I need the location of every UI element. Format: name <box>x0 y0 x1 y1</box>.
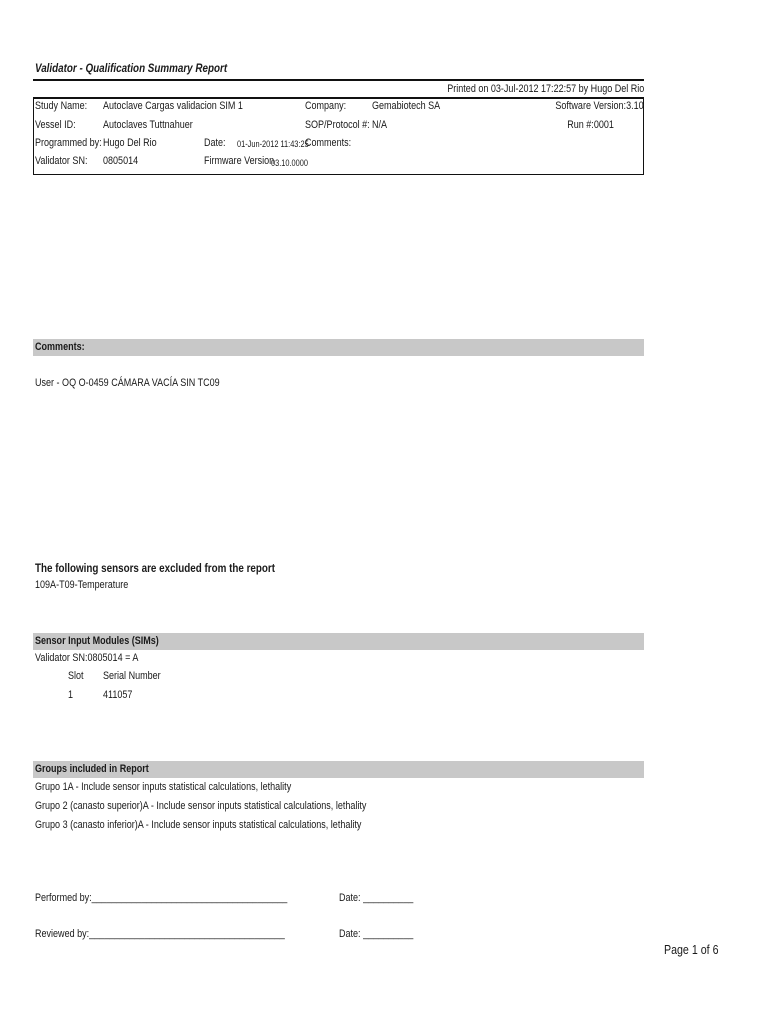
reviewed-date-line: Date: __________ <box>339 928 414 940</box>
validator-sn-label: Validator SN: <box>35 155 88 167</box>
sims-validator-line: Validator SN:0805014 = A <box>35 652 139 664</box>
company-value: Gemabiotech SA <box>372 100 441 112</box>
validator-sn-value: 0805014 <box>103 155 139 167</box>
page-number: Page 1 of 6 <box>663 942 718 957</box>
company-label: Company: <box>305 100 347 112</box>
group-item: Grupo 1A - Include sensor inputs statistical calculations, lethality <box>35 781 292 793</box>
sop-label: SOP/Protocol #: <box>305 119 370 131</box>
performed-date-line: Date: __________ <box>339 892 414 904</box>
firmware-label: Firmware Version <box>204 155 275 167</box>
run-number: Run #:0001 <box>567 119 614 131</box>
sop-value: N/A <box>372 119 388 131</box>
groups-heading: Groups included in Report <box>33 761 644 778</box>
date-value: 01-Jun-2012 11:43:25 <box>237 139 309 149</box>
vessel-id-value: Autoclaves Tuttnahuer <box>103 119 193 131</box>
software-version: Software Version:3.10 <box>555 100 644 112</box>
programmed-by-label: Programmed by: <box>35 137 102 149</box>
title-rule <box>33 79 644 81</box>
comments-label: Comments: <box>305 137 352 149</box>
sims-col-serial: Serial Number <box>103 670 161 682</box>
group-item: Grupo 3 (canasto inferior)A - Include sensor inputs statistical calculations, lethality <box>35 819 362 831</box>
sims-slot-value: 1 <box>68 689 74 701</box>
sims-heading: Sensor Input Modules (SIMs) <box>33 633 644 650</box>
programmed-by-value: Hugo Del Rio <box>103 137 157 149</box>
report-title: Validator - Qualification Summary Report <box>35 61 228 75</box>
study-name-label: Study Name: <box>35 100 88 112</box>
study-name-value: Autoclave Cargas validacion SIM 1 <box>103 100 243 112</box>
firmware-value: 03.10.0000 <box>271 158 308 168</box>
performed-by-line: Performed by:_______________________________________ <box>35 892 288 904</box>
date-label: Date: <box>204 137 226 149</box>
excluded-item: 109A-T09-Temperature <box>35 579 129 591</box>
excluded-heading: The following sensors are excluded from the report <box>35 561 276 575</box>
sims-col-slot: Slot <box>68 670 84 682</box>
printed-line: Printed on 03-Jul-2012 17:22:57 by Hugo Del Rio <box>446 83 644 95</box>
vessel-id-label: Vessel ID: <box>35 119 76 131</box>
reviewed-by-line: Reviewed by:_______________________________________ <box>35 928 285 940</box>
comments-heading: Comments: <box>33 339 644 356</box>
comments-user-line: User - OQ O-0459 CÁMARA VACÍA SIN TC09 <box>35 377 220 389</box>
sims-serial-value: 411057 <box>103 689 133 701</box>
group-item: Grupo 2 (canasto superior)A - Include sensor inputs statistical calculations, lethality <box>35 800 367 812</box>
